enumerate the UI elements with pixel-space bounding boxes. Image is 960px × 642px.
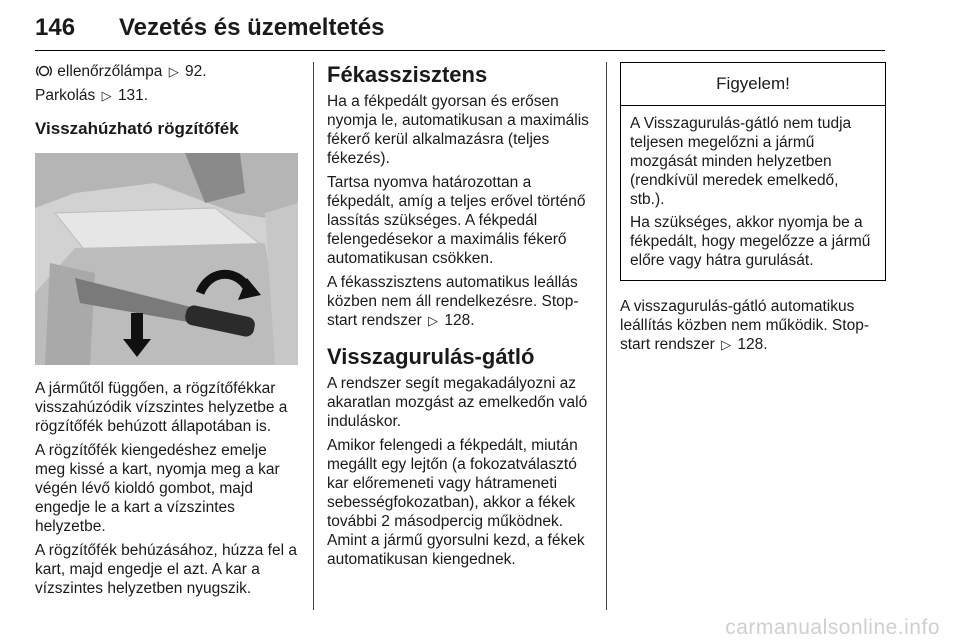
column-right — [620, 62, 885, 359]
body-paragraph: A rendszer segít megakadályozni az akaratlan mozgást az emelkedőn való induláskor. — [327, 375, 588, 430]
section-heading: Visszagurulás-gátló — [327, 344, 535, 369]
page-reference-link[interactable]: 92. — [185, 63, 207, 80]
body-paragraph: A rögzítőfék behúzásához, húzza fel a kart, majd engedje el azt. A kar a vízszintes helyzetben nyugszik. — [35, 542, 297, 597]
header-rule — [35, 50, 885, 51]
warning-paragraph: Ha szükséges, akkor nyomja be a fékpedált, hogy megelőzze a jármű előre vagy hátra gurulását. — [630, 214, 871, 269]
body-text: A visszagurulás-gátló automatikus leállítás közben nem működik. Stop-start rendszer — [620, 298, 869, 353]
warning-box — [620, 62, 886, 281]
parking-reference-line — [35, 86, 300, 105]
page-reference-link[interactable]: 128. — [444, 312, 475, 329]
column-middle — [327, 62, 592, 574]
body-paragraph — [327, 273, 592, 330]
page-header — [35, 6, 885, 46]
subsection-heading: Visszahúzható rögzítőfék — [35, 119, 239, 138]
page-reference-link[interactable]: 128. — [737, 336, 768, 353]
column-divider — [606, 62, 607, 610]
page-reference-triangle-icon: ▷ — [428, 313, 439, 328]
body-paragraph — [620, 297, 885, 354]
body-paragraph: Tartsa nyomva határozottan a fékpedált, amíg a teljes erővel történő lassítás szükséges. A fékpedál felengedésekor a maximális fékerő automatikusan csökken. — [327, 174, 586, 267]
page-number: 146 — [35, 14, 76, 41]
watermark: carmanualsonline.info — [725, 616, 940, 639]
page-reference-triangle-icon: ▷ — [721, 337, 732, 352]
page-reference-link[interactable]: 131. — [117, 87, 149, 104]
page-reference-triangle-icon: ▷ — [168, 64, 179, 79]
warning-body — [621, 106, 885, 280]
body-paragraph: A rögzítőfék kiengedéshez emelje meg kissé a kart, nyomja meg a kar végén lévő kioldó gombot, majd engedje le a kart a vízszintes helyzetbe. — [35, 442, 280, 535]
body-paragraph: A járműtől függően, a rögzítőfékkar visszahúzódik vízszintes helyzetbe a rögzítőfék behúzott állapotában is. — [35, 380, 288, 435]
warning-title: Figyelem! — [621, 63, 885, 106]
column-divider — [313, 62, 314, 610]
section-heading: Fékasszisztens — [327, 62, 488, 87]
section-title: Vezetés és üzemeltetés — [119, 14, 385, 41]
parking-brake-control-icon — [35, 64, 53, 78]
body-text: A fékasszisztens automatikus leállás közben nem áll rendelkezésre. Stop-start rendszer — [327, 274, 579, 329]
parking-text: Parkolás — [35, 87, 100, 104]
indicator-reference-line — [35, 62, 300, 81]
body-paragraph: Amikor felengedi a fékpedált, miután megállt egy lejtőn (a fokozatválasztó kar előremeneti vagy hátrameneti sebességfokozatban), akkor a fékek további 2 másodpercig működnek. Amint a jármű gyorsulni kezd, a fékek automatikusan kiengednek. — [327, 437, 585, 568]
body-paragraph: Ha a fékpedált gyorsan és erősen nyomja le, automatikusan a maximális fékerő kerül alkalmazásra (teljes fékezés). — [327, 93, 589, 167]
warning-paragraph: A Visszagurulás-gátló nem tudja teljesen megelőzni a jármű mozgását minden helyzetben (rendkívül meredek emelkedő, stb.). — [630, 115, 852, 208]
column-left — [35, 62, 300, 603]
indicator-text: ellenőrzőlámpa — [53, 63, 167, 80]
handbrake-lever-illustration — [35, 153, 298, 365]
page-reference-triangle-icon: ▷ — [101, 88, 112, 103]
